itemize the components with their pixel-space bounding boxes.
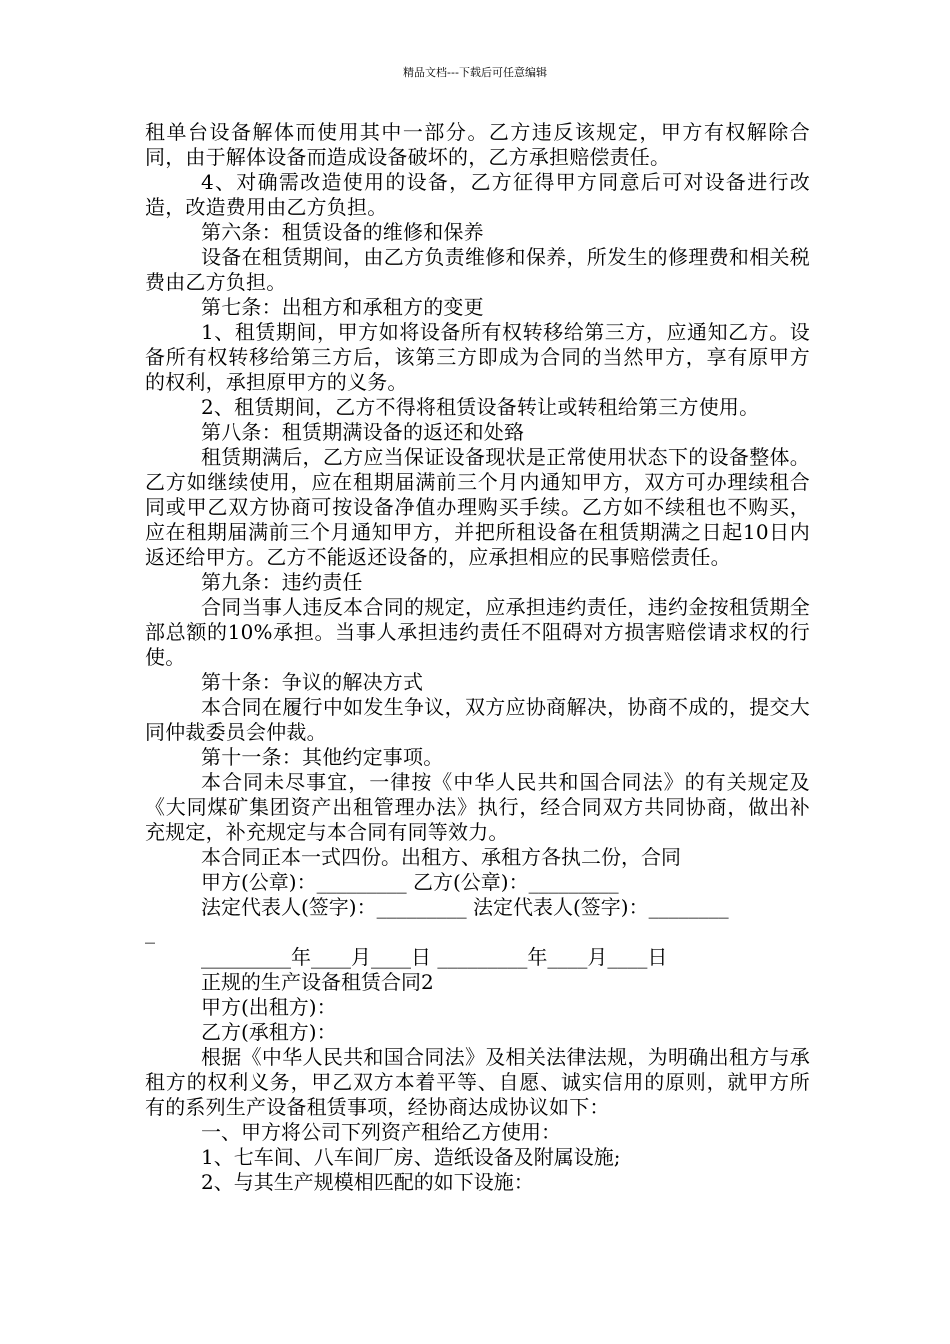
clause-1-item-2: 2、与其生产规模相匹配的如下设施： bbox=[201, 1170, 534, 1194]
paragraph-1: 租单台设备解体而使用其中一部分。乙方违反该规定，甲方有权解除合同，由于解体设备而造成设备破坏的，乙方承担赔偿责任。 bbox=[145, 120, 810, 169]
paragraph-4: 1、租赁期间，甲方如将设备所有权转移给第三方，应通知乙方。设备所有权转移给第三方后，该第三方即成为合同的当然甲方，享有原甲方的权利，承担原甲方的义务。 bbox=[145, 320, 810, 394]
article-6-heading: 第六条：租赁设备的维修和保养 bbox=[201, 220, 484, 244]
paragraph-5: 2、租赁期间，乙方不得将租赁设备转让或转租给第三方使用。 bbox=[201, 395, 760, 419]
party-a-line: 甲方(出租方)： bbox=[201, 995, 337, 1019]
article-11-heading: 第十一条：其他约定事项。 bbox=[201, 745, 444, 769]
article-8-heading: 第八条：租赁期满设备的返还和处臵 bbox=[201, 420, 525, 444]
paragraph-11: 根据《中华人民共和国合同法》及相关法律法规，为明确出租方与承租方的权利义务，甲乙双方本着平等、自愿、诚实信用的原则，就甲方所有的系列生产设备租赁事项，经协商达成协议如下： bbox=[145, 1045, 810, 1119]
seal-line: 甲方(公章)：_________ 乙方(公章)：_________ bbox=[201, 870, 619, 894]
document-body bbox=[145, 120, 810, 1195]
article-9-heading: 第九条：违约责任 bbox=[201, 570, 363, 594]
paragraph-3: 设备在租赁期间，由乙方负责维修和保养，所发生的修理费和相关税费由乙方负担。 bbox=[145, 245, 810, 294]
paragraph-9: 本合同未尽事宜，一律按《中华人民共和国合同法》的有关规定及《大同煤矿集团资产出租管理办法》执行，经合同双方共同协商，做出补充规定，补充规定与本合同有同等效力。 bbox=[145, 770, 810, 844]
article-7-heading: 第七条：出租方和承租方的变更 bbox=[201, 295, 484, 319]
signature-line: 法定代表人(签字)：_________ 法定代表人(签字)：________ bbox=[201, 895, 729, 919]
page-header: 精品文档---下载后可任意编辑 bbox=[403, 66, 547, 79]
clause-1-item-1: 1、七车间、八车间厂房、造纸设备及附属设施; bbox=[201, 1145, 621, 1169]
date-line: _________年____月____日 _________年____月____日 bbox=[201, 945, 668, 969]
article-10-heading: 第十条：争议的解决方式 bbox=[201, 670, 424, 694]
paragraph-2: 4、对确需改造使用的设备，乙方征得甲方同意后可对设备进行改造，改造费用由乙方负担。 bbox=[145, 170, 810, 219]
clause-1-heading: 一、甲方将公司下列资产租给乙方使用： bbox=[201, 1120, 561, 1144]
paragraph-7: 合同当事人违反本合同的规定，应承担违约责任，违约金按租赁期全部总额的10%承担。当事人承担违约责任不阻碍对方损害赔偿请求权的行使。 bbox=[145, 595, 810, 669]
paragraph-6: 租赁期满后，乙方应当保证设备现状是正常使用状态下的设备整体。乙方如继续使用，应在租期届满前三个月内通知甲方，双方可办理续租合同或甲乙双方协商可按设备净值办理购买手续。乙方如不续租也不购买，应在租期届满前三个月通知甲方，并把所租设备在租赁期满之日起10日内返还给甲方。乙方不能返还设备的，应承担相应的民事赔偿责任。 bbox=[145, 445, 810, 569]
party-b-line: 乙方(承租方)： bbox=[201, 1020, 337, 1044]
contract-2-title: 正规的生产设备租赁合同2 bbox=[201, 970, 434, 994]
paragraph-10: 本合同正本一式四份。出租方、承租方各执二份，合同 bbox=[201, 845, 681, 869]
paragraph-8: 本合同在履行中如发生争议，双方应协商解决，协商不成的，提交大同仲裁委员会仲裁。 bbox=[145, 695, 810, 744]
signature-line-overflow: _ bbox=[145, 920, 155, 944]
